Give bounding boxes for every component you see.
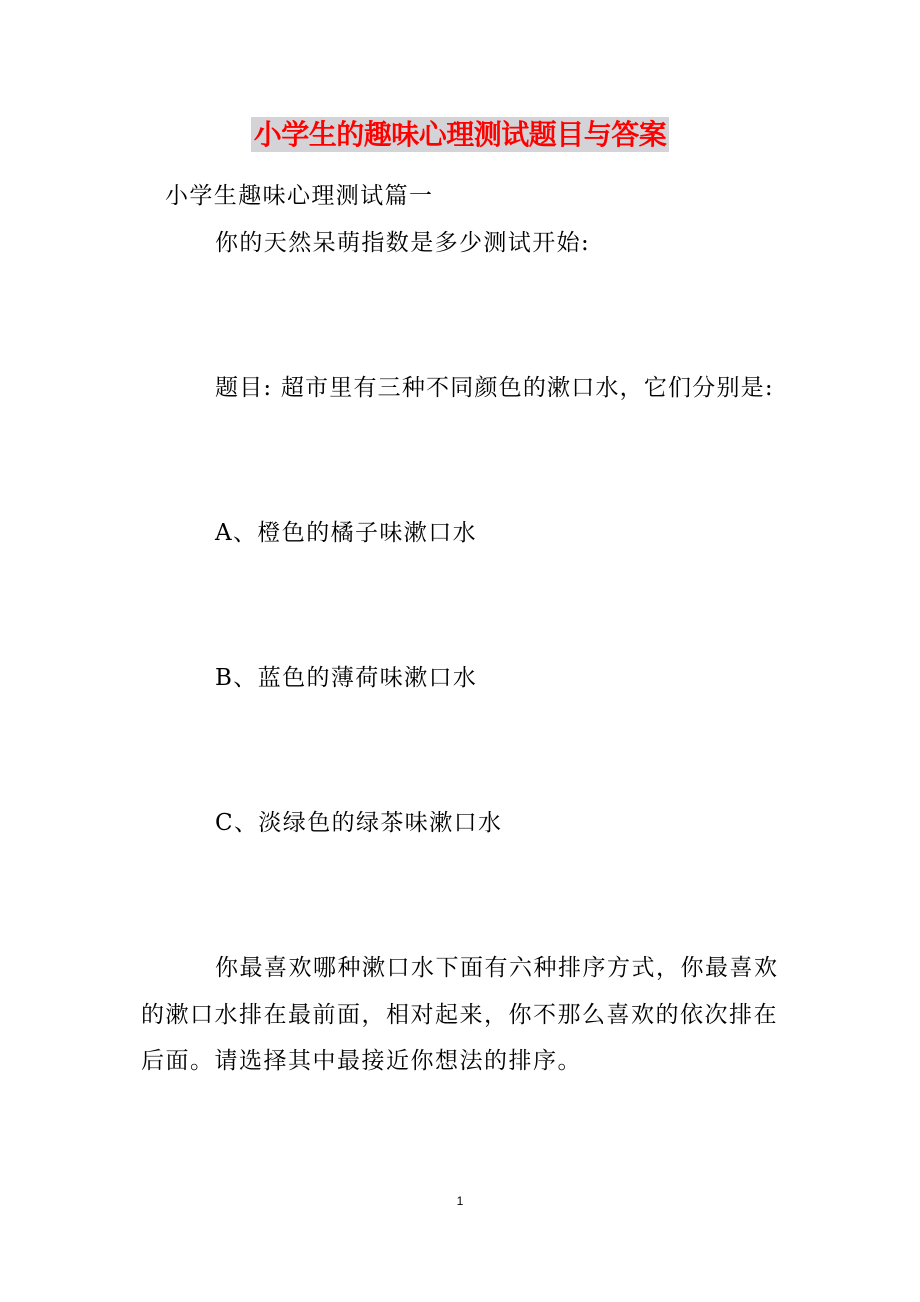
paragraph-line: 后面。请选择其中最接近你想法的排序。 [141,1048,582,1074]
option-c: C、淡绿色的绿茶味漱口水 [215,810,503,836]
intro-text: 你的天然呆萌指数是多少测试开始: [215,230,591,256]
paragraph-line: 的漱口水排在最前面，相对起来，你不那么喜欢的依次排在 [141,1002,778,1028]
document-title: 小学生的趣味心理测试题目与答案 [251,117,669,152]
question-text: 题目: 超市里有三种不同颜色的漱口水，它们分别是: [215,375,774,401]
section-heading: 小学生趣味心理测试篇一 [165,183,434,209]
option-b: B、蓝色的薄荷味漱口水 [215,665,478,691]
page-number: 1 [456,1194,464,1208]
option-a: A、橙色的橘子味漱口水 [215,520,478,546]
paragraph-line: 你最喜欢哪种漱口水下面有六种排序方式，你最喜欢 [215,955,779,981]
